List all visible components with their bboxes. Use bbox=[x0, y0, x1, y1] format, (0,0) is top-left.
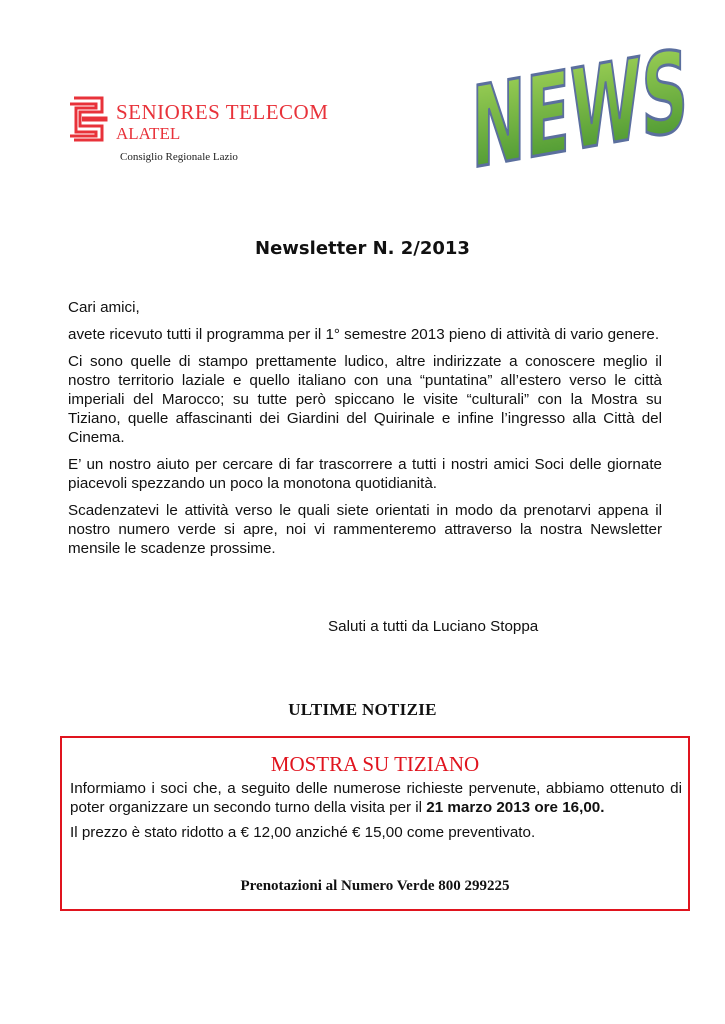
news-wordart bbox=[458, 25, 689, 195]
letter-body bbox=[68, 298, 662, 566]
news-wordart-text: NEWS bbox=[471, 25, 689, 195]
news-intro-text: Informiamo i soci che, a seguito delle numerose richieste pervenute, abbiamo ottenuto di poter organizzare un secondo turno della visita per il bbox=[70, 780, 682, 816]
page-title: Newsletter N. 2/2013 bbox=[255, 238, 470, 259]
letter-paragraph-4: Scadenzatevi le attività verso le quali siete orientati in modo da prenotarvi appena il nostro numero verde si apre, noi vi rammenteremo attraverso la nostra Newsletter mensile le scadenze prossime. bbox=[68, 502, 662, 557]
seniores-telecom-logo bbox=[68, 88, 338, 168]
regional-council: Consiglio Regionale Lazio bbox=[120, 151, 238, 163]
letter-paragraph-3: E’ un nostro aiuto per cercare di far trascorrere a tutti i nostri amici Soci delle giornate piacevoli spezzando un poco la monotona quotidianità. bbox=[68, 456, 662, 492]
signature: Saluti a tutti da Luciano Stoppa bbox=[328, 618, 539, 635]
section-heading: ULTIME NOTIZIE bbox=[288, 700, 437, 719]
news-box-paragraph-1 bbox=[70, 779, 682, 817]
news-box-body bbox=[70, 779, 682, 848]
news-box-title: MOSTRA SU TIZIANO bbox=[270, 752, 480, 776]
news-box bbox=[60, 736, 690, 911]
news-date-text: 21 marzo 2013 ore 16,00. bbox=[426, 799, 605, 816]
logo-emblem-icon bbox=[68, 92, 108, 146]
booking-info: Prenotazioni al Numero Verde 800 299225 bbox=[240, 878, 510, 894]
news-price-text: Il prezzo è stato ridotto a € 12,00 anziché € 15,00 come preventivato. bbox=[70, 824, 536, 841]
org-subtitle: ALATEL bbox=[116, 124, 181, 143]
org-name: SENIORES TELECOM bbox=[116, 100, 329, 124]
letter-paragraph-1: avete ricevuto tutti il programma per il 1° semestre 2013 pieno di attività di vario genere. bbox=[68, 326, 660, 343]
letter-paragraph-2: Ci sono quelle di stampo prettamente ludico, altre indirizzate a conoscere meglio il nostro territorio laziale e quello italiano con una “puntatina” all’estero verso le città imperiali del Marocco; su tutte però spiccano le visite “culturali” con la Mostra su Tiziano, quelle affascinanti dei Giardini del Quirinale e infine l’ingresso alla Città del Cinema. bbox=[68, 353, 662, 446]
letter-greeting: Cari amici, bbox=[68, 299, 140, 316]
